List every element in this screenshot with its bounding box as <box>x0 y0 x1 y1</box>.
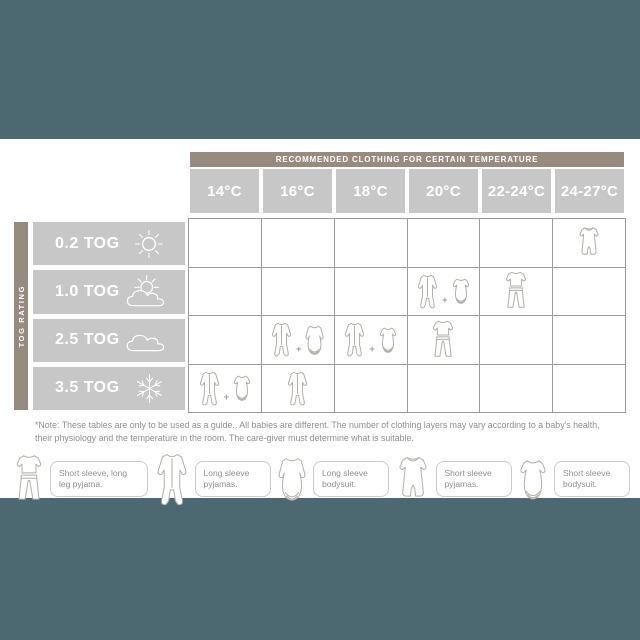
legend-label: Short sleeve bodysuit. <box>563 468 611 489</box>
temp-header-22-24-c <box>482 169 551 213</box>
long-sleeve-pyjamas-icon <box>342 321 367 358</box>
temp-header-14-c <box>190 169 259 213</box>
cell-2-5-tog-14-c <box>189 316 262 365</box>
clothing-grid <box>188 218 626 413</box>
cell-3-5-tog-14-c <box>189 365 262 414</box>
long-sleeve-pyjamas-icon <box>415 273 440 310</box>
short-sleeve-long-leg-pyjama-icon <box>12 453 46 505</box>
cell-3-5-tog-18-c <box>335 365 408 414</box>
cell-0-2-tog-24-27-c <box>553 219 626 268</box>
long-sleeve-pyjamas-icon <box>269 321 294 358</box>
table-title-bar: RECOMMENDED CLOTHING FOR CERTAIN TEMPERATURE <box>190 152 624 167</box>
legend-label: Long sleeve pyjamas. <box>203 468 250 489</box>
legend-label: Short sleeve pyjamas. <box>444 468 492 489</box>
temp-header-24-27-c <box>555 169 624 213</box>
long-sleeve-pyjamas-icon <box>197 370 222 407</box>
cell-2-5-tog-22-24-c <box>480 316 553 365</box>
temp-header-16-c <box>263 169 332 213</box>
short-sleeve-long-leg-pyjama-icon <box>502 271 530 311</box>
tog-rating-side-bar <box>14 222 28 410</box>
cloud-icon <box>123 327 167 354</box>
plus-separator: + <box>442 295 448 306</box>
legend-item-short-sleeve-long-leg-pyjama <box>12 453 148 505</box>
long-sleeve-pyjamas-icon <box>153 451 191 508</box>
cell-3-5-tog-24-27-c <box>553 365 626 414</box>
tog-row-1-0-tog <box>33 270 185 313</box>
plus-separator: + <box>369 343 375 354</box>
cell-1-0-tog-18-c <box>335 268 408 317</box>
cell-2-5-tog-24-27-c <box>553 316 626 365</box>
long-sleeve-bodysuit-icon <box>303 324 326 356</box>
temp-header-20-c <box>409 169 478 213</box>
temp-header-label: 24-27°C <box>560 182 619 200</box>
legend-item-short-sleeve-bodysuit <box>516 457 630 502</box>
tog-label: 3.5 TOG <box>55 379 120 397</box>
temp-header-18-c <box>336 169 405 213</box>
legend-label-box <box>195 461 271 497</box>
cell-0-2-tog-22-24-c <box>480 219 553 268</box>
cell-3-5-tog-16-c <box>262 365 335 414</box>
cell-2-5-tog-18-c <box>335 316 408 365</box>
tog-row-0-2-tog <box>33 222 185 265</box>
snowflake-icon <box>132 370 167 407</box>
cell-0-2-tog-14-c <box>189 219 262 268</box>
short-sleeve-bodysuit-icon <box>516 457 550 502</box>
short-sleeve-pyjamas-icon <box>576 226 602 259</box>
long-sleeve-pyjamas-icon <box>285 370 310 407</box>
cell-0-2-tog-18-c <box>335 219 408 268</box>
sun-icon <box>131 227 167 261</box>
tog-label: 0.2 TOG <box>55 234 120 252</box>
cell-2-5-tog-20-c <box>408 316 481 365</box>
sun-behind-cloud-icon <box>123 274 167 309</box>
short-sleeve-bodysuit-icon <box>231 374 253 402</box>
tog-label: 1.0 TOG <box>55 282 120 300</box>
temp-header-label: 18°C <box>353 182 388 200</box>
cell-0-2-tog-20-c <box>408 219 481 268</box>
cell-1-0-tog-20-c <box>408 268 481 317</box>
legend-item-long-sleeve-bodysuit <box>275 455 389 503</box>
legend-label: Short sleeve, long leg pyjama. <box>59 468 128 489</box>
cell-3-5-tog-20-c <box>408 365 481 414</box>
top-background-band <box>0 0 640 139</box>
cell-1-0-tog-14-c <box>189 268 262 317</box>
plus-separator: + <box>296 343 302 354</box>
cell-1-0-tog-22-24-c <box>480 268 553 317</box>
tog-row-3-5-tog <box>33 367 185 410</box>
long-sleeve-bodysuit-icon <box>275 455 309 503</box>
legend-item-long-sleeve-pyjamas <box>153 451 271 508</box>
clothing-legend <box>12 447 630 511</box>
cell-0-2-tog-16-c <box>262 219 335 268</box>
temp-header-label: 20°C <box>426 182 461 200</box>
short-sleeve-long-leg-pyjama-icon <box>429 320 457 360</box>
legend-label-box <box>436 461 512 497</box>
cell-1-0-tog-16-c <box>262 268 335 317</box>
short-sleeve-bodysuit-icon <box>450 277 472 305</box>
temp-header-label: 14°C <box>207 182 242 200</box>
cell-2-5-tog-16-c <box>262 316 335 365</box>
legend-label-box <box>313 461 389 497</box>
legend-label: Long sleeve bodysuit. <box>322 468 368 489</box>
temp-header-label: 16°C <box>280 182 315 200</box>
short-sleeve-pyjamas-icon <box>394 455 432 503</box>
short-sleeve-bodysuit-icon <box>377 326 399 354</box>
legend-item-short-sleeve-pyjamas <box>394 455 512 503</box>
footnote-line-1: *Note: These tables are only to be used as a guide.. All babies are different. The number of clothing layers may vary according to a baby's health, <box>35 420 600 430</box>
tog-label: 2.5 TOG <box>55 331 120 349</box>
legend-label-box <box>50 461 148 497</box>
footnote <box>35 419 620 445</box>
temp-header-label: 22-24°C <box>487 182 546 200</box>
cell-3-5-tog-22-24-c <box>480 365 553 414</box>
tog-rating-label: TOG RATING <box>16 284 26 348</box>
tog-row-2-5-tog <box>33 319 185 362</box>
footnote-line-2: their physiology and the temperature in the room. The care-giver must determine what is suitable. <box>35 433 414 443</box>
bottom-background-band <box>0 498 640 640</box>
cell-1-0-tog-24-27-c <box>553 268 626 317</box>
legend-label-box <box>554 461 630 497</box>
tog-row-labels <box>33 218 185 413</box>
temperature-column-headers <box>188 169 626 213</box>
plus-separator: + <box>223 392 230 403</box>
